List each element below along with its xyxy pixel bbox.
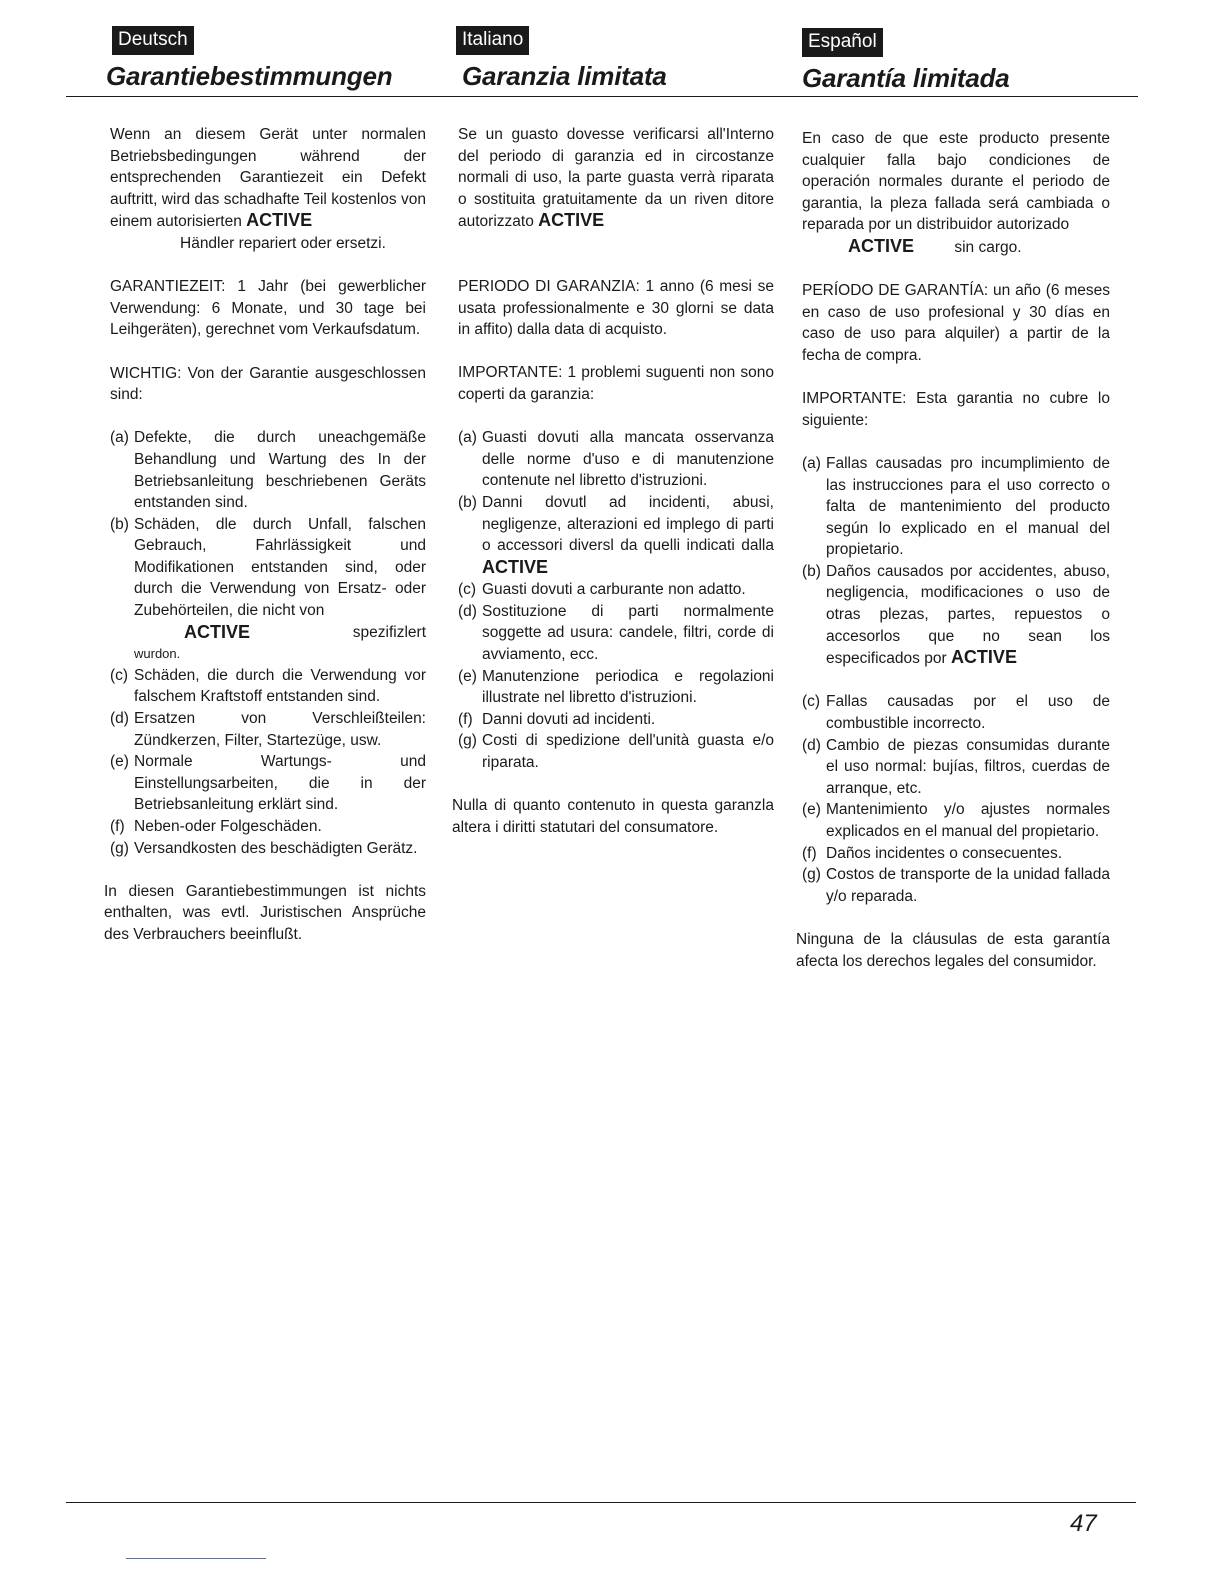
list-item: (f) Danni dovuti ad incidenti. xyxy=(458,710,656,728)
period-es: PERÍODO DE GARANTÍA: un año (6 meses en caso de uso profesional y 30 días en caso de uso para alquiler) a partir de la fecha de compra. xyxy=(802,282,1110,364)
list-item: (d) Sostituzione di parti normalmente soggette ad usura: candele, filtri, corde di avviamento, ecc. xyxy=(458,602,774,664)
page-number: 47 xyxy=(1070,1510,1097,1537)
language-tag-it: Italiano xyxy=(456,26,529,55)
period-it: PERIODO DI GARANZIA: 1 anno (6 mesi se usata professionalmente e 30 glorni se data in affito) dalla data di acquisto. xyxy=(458,277,774,339)
brand-de: ACTIVE xyxy=(246,210,313,231)
brand-it-b: ACTIVE xyxy=(482,556,549,577)
column-header-it xyxy=(458,26,778,91)
list-item: (g) Costos de transporte de la unidad fallada y/o reparada. xyxy=(802,866,1110,905)
intro-de: Wenn an diesem Gerät unter normalen Betriebsbedingungen während der entsprechenden Garantiezeit ein Defekt auftritt, wird das schadhafte Teil kostenlos von einem autorisierten ACTIVE Händler repariert oder ersetzi. xyxy=(110,126,426,252)
important-de: WICHTIG: Von der Garantie ausgeschlossen sind: xyxy=(110,364,426,404)
brand-es: ACTIVE xyxy=(848,235,915,256)
list-item: (g) Versandkosten des beschädigten Gerätz. xyxy=(110,839,418,857)
language-tag-de: Deutsch xyxy=(112,26,194,55)
footer-link-underline xyxy=(126,1558,266,1559)
column-body-es xyxy=(796,128,1110,994)
brand-de-b: ACTIVE xyxy=(184,621,251,642)
list-item: (d) Cambio de piezas consumidas durante el uso normal: bujías, filtros, cuerdas de arranque, etc. xyxy=(802,736,1110,797)
list-item: (f) Daños incidentes o consecuentes. xyxy=(802,844,1063,862)
language-tag-es: Español xyxy=(802,28,883,57)
heading-de: Garantiebestimmungen xyxy=(106,61,393,91)
important-it: IMPORTANTE: 1 problemi suguenti non sono coperti da garanzia: xyxy=(458,364,774,403)
exclusion-list-es xyxy=(802,453,1110,907)
exclusion-list-de xyxy=(110,427,426,859)
brand-it: ACTIVE xyxy=(538,210,605,231)
closing-it: Nulla di quanto contenuto in questa garanzla altera i diritti statutari del consumatore. xyxy=(452,797,774,836)
list-item: (c) Guasti dovuti a carburante non adatto. xyxy=(458,581,746,599)
list-item: (b) Daños causados por accidentes, abuso, negligencia, modificaciones o uso de otras plezas, partes, repuestos o accesorlos que no sean los especificados por ACTIVE xyxy=(802,562,1110,668)
list-item: (a) Guasti dovuti alla mancata osservanza delle norme d'uso e di manutenzione contenute nel libretto d'istruzioni. xyxy=(458,429,774,490)
footer-divider xyxy=(66,1502,1136,1503)
intro-it: Se un guasto dovesse verificarsi all'Interno del periodo di garanzia ed in circostanze normali di uso, la parte guasta verrà riparata o sostituita gratuitamente da un riven ditore autorizzato ACTIVE xyxy=(458,126,774,231)
list-item: (d) Ersatzen von Verschleißteilen: Zündkerzen, Filter, Startezüge, usw. xyxy=(110,710,426,749)
list-item: (a) Fallas causadas pro incumplimiento de las instrucciones para el uso correcto o falta de mantenimiento del producto según lo explicado en el manual del propietario. xyxy=(802,454,1110,559)
list-item: (e) Manutenzione periodica e regolazioni illustrate nel libretto d'istruzioni. xyxy=(458,667,774,707)
column-header-es xyxy=(802,26,1122,93)
exclusion-list-it xyxy=(458,427,774,774)
period-de: GARANTIEZEIT: 1 Jahr (bei gewerblicher Verwendung: 6 Monate, und 30 tage bei Leihgeräten), gerechnet vom Verkaufsdatum. xyxy=(110,278,426,339)
column-body-it xyxy=(452,124,774,860)
list-item: (c) Fallas causadas por el uso de combustible incorrecto. xyxy=(802,693,1110,733)
list-item: (c) Schäden, die durch die Verwendung vor falschem Kraftstoff entstanden sind. xyxy=(110,666,426,706)
list-item: (a) Defekte, die durch uneachgemäße Behandlung und Wartung des In der Betriebsanleitung beschriebenen Geräts entstanden sind. xyxy=(110,429,426,512)
column-header-de xyxy=(106,26,430,91)
list-item: (f) Neben-oder Folgeschäden. xyxy=(110,818,322,835)
header-divider xyxy=(66,96,1138,97)
closing-de: In diesen Garantiebestimmungen ist nichts enthalten, was evtl. Juristischen Ansprüche des Verbrauchers beeinflußt. xyxy=(104,882,426,943)
important-es: IMPORTANTE: Esta garantia no cubre lo siguiente: xyxy=(802,390,1110,429)
list-item: (b) Schäden, dle durch Unfall, falschen Gebrauch, Fahrlässigkeit und Modifikationen entstanden sind, oder durch die Verwendung von Ersatz- oder Zubehörteilen, die nicht von ACTIVE spezifizlert wurdon. xyxy=(110,515,426,662)
list-item: (b) Danni dovutl ad incidenti, abusi, negligenze, alterazioni ed implego di parti o accessori diversl da quelli indicati dalla ACTIVE xyxy=(458,493,774,577)
column-body-de xyxy=(104,124,426,967)
intro-es: En caso de que este producto presente cualquier falla bajo condiciones de operación normales durante el periodo de garantia, la pleza fallada será cambiada o reparada por un distribuidor autorizado ACTIVE sin cargo. xyxy=(802,130,1110,256)
brand-es-b: ACTIVE xyxy=(950,647,1017,668)
list-item: (e) Normale Wartungs- und Einstellungsarbeiten, die in der Betriebsanleitung erklärt sind. xyxy=(110,753,426,814)
heading-it: Garanzia limitata xyxy=(462,61,667,91)
list-item: (e) Mantenimiento y/o ajustes normales explicados en el manual del propietario. xyxy=(802,801,1110,840)
closing-es: Ninguna de la cláusulas de esta garantía afecta los derechos legales del consumidor. xyxy=(796,930,1110,970)
list-item: (g) Costi di spedizione dell'unità guasta e/o riparata. xyxy=(458,732,774,772)
heading-es: Garantía limitada xyxy=(802,63,1010,93)
